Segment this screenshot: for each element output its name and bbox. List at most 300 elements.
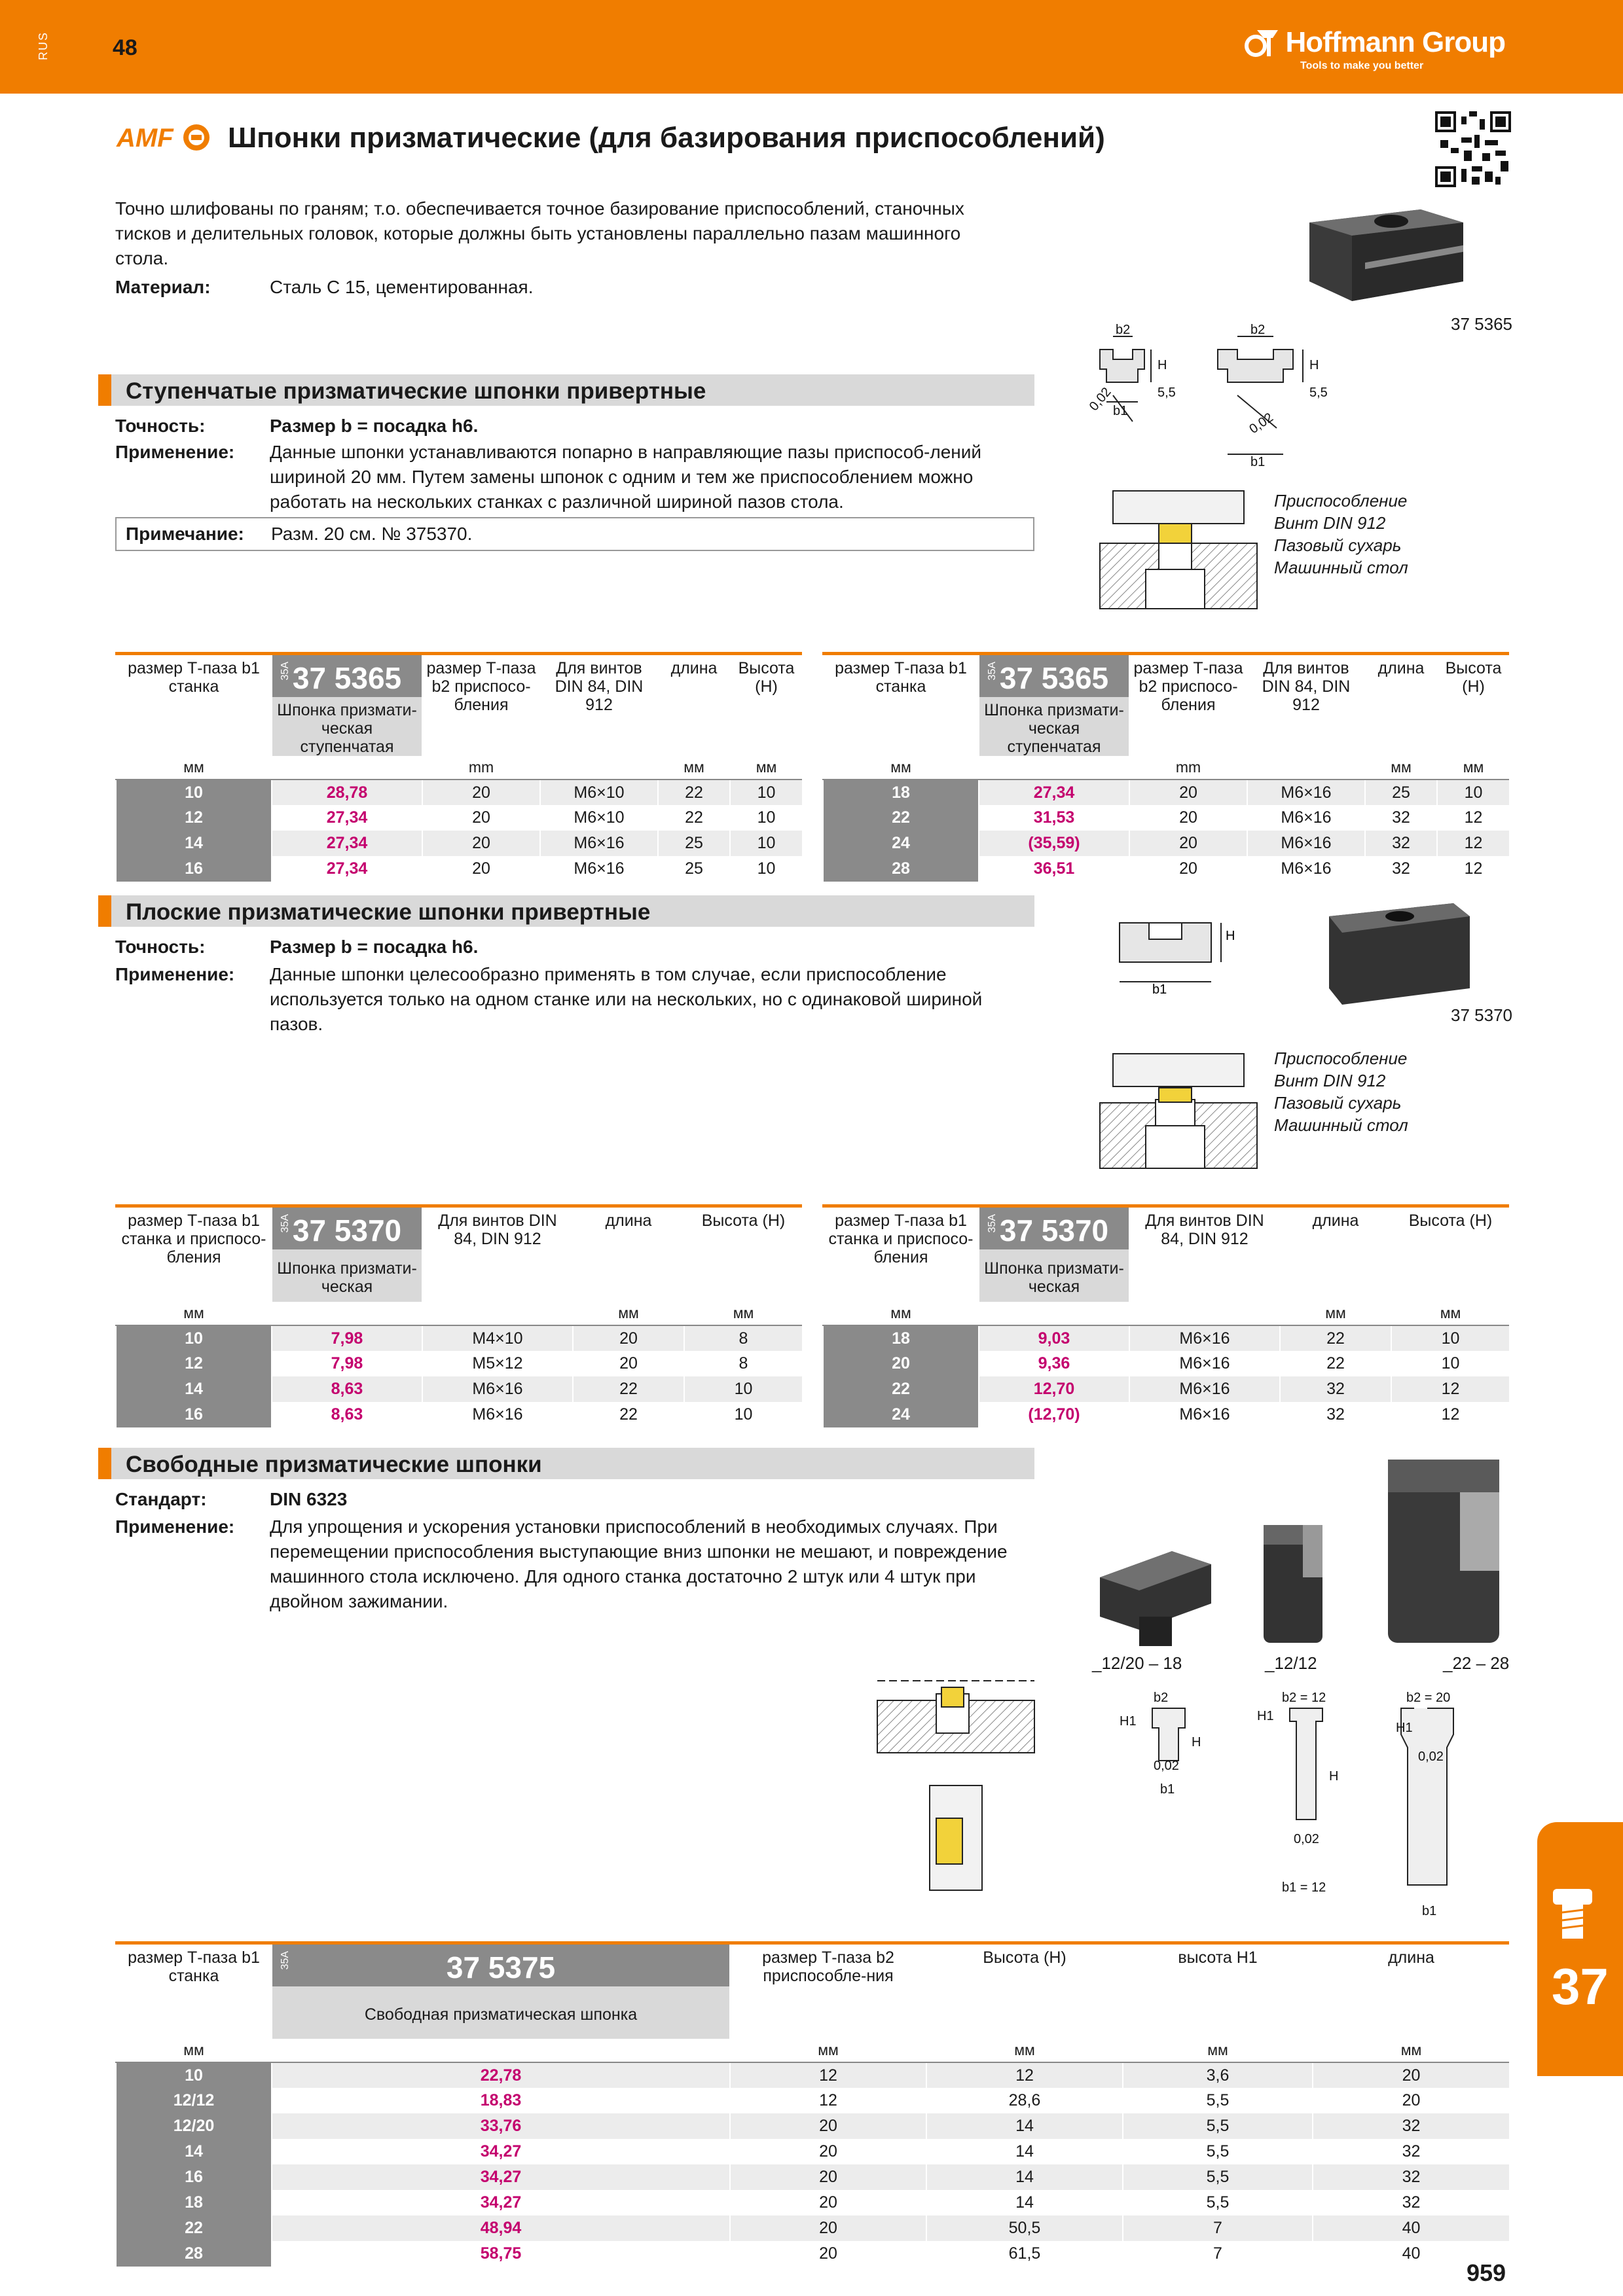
th-screw: Для винтов DIN 84, DIN 912 <box>422 1206 573 1302</box>
table-375365-right <box>822 652 1509 882</box>
value-cell: 5,5 <box>1123 2164 1313 2190</box>
section-title-flat: Плоские призматические шпонки привертные <box>126 899 651 925</box>
price-cell[interactable]: 9,03 <box>979 1325 1129 1351</box>
th-length: длина <box>1365 654 1437 757</box>
value-cell: 10 <box>730 831 802 856</box>
dim-h1-small: H1 <box>1120 1714 1137 1729</box>
assembly-drawing-1 <box>1093 484 1264 615</box>
table-row <box>116 2139 1509 2164</box>
table-row <box>116 2164 1509 2190</box>
dim-tol-right: 0,02 <box>1247 410 1276 437</box>
table-row <box>116 2113 1509 2139</box>
value-cell: 32 <box>1365 856 1437 882</box>
unit-mm: mm <box>1129 756 1247 780</box>
th-slot-b1: размер Т-паза b1 станка <box>823 654 979 757</box>
value-cell: M6×16 <box>540 856 658 882</box>
th-article: 35A 37 5365 <box>272 654 422 698</box>
legend-2-item-3: Машинный стол <box>1274 1115 1408 1135</box>
value-cell: 20 <box>730 2241 926 2267</box>
value-cell: 5,5 <box>1123 2088 1313 2113</box>
value-cell: M6×16 <box>1247 856 1365 882</box>
value-cell: 32 <box>1313 2113 1509 2139</box>
value-cell: 12 <box>1437 856 1509 882</box>
table-row <box>823 856 1509 882</box>
value-cell: M6×16 <box>1129 1402 1280 1427</box>
product-photo-375370 <box>1322 897 1473 1008</box>
material-row <box>115 275 1032 301</box>
slot-size-cell: 14 <box>116 1376 272 1402</box>
th-length: длина <box>658 654 730 757</box>
price-cell[interactable]: 8,63 <box>272 1376 422 1402</box>
value-cell: 32 <box>1313 2190 1509 2215</box>
drawing-free-key-dims <box>1100 1689 1467 1924</box>
slot-size-cell: 12 <box>116 805 272 831</box>
price-cell[interactable]: 33,76 <box>272 2113 730 2139</box>
dim-55-left: 5,5 <box>1158 386 1176 400</box>
slot-size-cell: 24 <box>823 831 979 856</box>
note-value: Разм. 20 см. № 375370. <box>271 524 473 544</box>
photo-label-375365: 37 5365 <box>1451 314 1512 334</box>
dim-h-small: H <box>1192 1735 1201 1749</box>
value-cell: 20 <box>573 1325 684 1351</box>
dim-h1-large: H1 <box>1396 1721 1413 1735</box>
value-cell: 22 <box>573 1402 684 1427</box>
table-row <box>116 780 802 805</box>
value-cell: M6×10 <box>540 805 658 831</box>
price-cell[interactable]: 34,27 <box>272 2139 730 2164</box>
table-row <box>823 805 1509 831</box>
value-cell: M5×12 <box>422 1351 573 1376</box>
value-cell: 12 <box>730 2062 926 2088</box>
language-tag: RUS <box>37 31 50 61</box>
price-cell[interactable]: (12,70) <box>979 1402 1129 1427</box>
value-cell: 20 <box>1129 805 1247 831</box>
th-description: Шпонка призмати-ческая <box>272 1249 422 1302</box>
slot-size-cell: 16 <box>116 1402 272 1427</box>
th-article: 35A 37 5365 <box>979 654 1129 698</box>
value-cell: 20 <box>422 780 540 805</box>
dim-tol-large: 0,02 <box>1418 1749 1444 1764</box>
dim-b1-right: b1 <box>1250 455 1266 467</box>
standard-value: DIN 6323 <box>270 1489 348 1509</box>
value-cell: 14 <box>926 2190 1123 2215</box>
th-slot-b1: размер Т-паза b1 станка и приспосо-бления <box>823 1206 979 1302</box>
unit-mm: мм <box>684 1302 802 1325</box>
value-cell: 32 <box>1280 1376 1391 1402</box>
dim-55-right: 5,5 <box>1309 386 1328 400</box>
value-cell: 25 <box>658 831 730 856</box>
slot-size-cell: 12/20 <box>116 2113 272 2139</box>
dim-h1-mid: H1 <box>1257 1709 1274 1723</box>
legend-1-item-2: Пазовый сухарь <box>1274 535 1402 555</box>
dim-b2-left: b2 <box>1116 323 1131 337</box>
value-cell: M6×16 <box>1247 780 1365 805</box>
accuracy-label-2: Точность: <box>115 937 206 957</box>
value-cell: 32 <box>1365 831 1437 856</box>
value-cell: 22 <box>573 1376 684 1402</box>
accuracy-row-1 <box>115 414 1032 440</box>
table-row <box>116 2190 1509 2215</box>
th-height-h1: высота H1 <box>1123 1943 1313 2039</box>
accuracy-value-1: Размер b = посадка h6. <box>270 416 479 436</box>
unit-mm: mm <box>422 756 540 780</box>
price-cell[interactable]: 7,98 <box>272 1325 422 1351</box>
table-row <box>116 1325 802 1351</box>
value-cell: 12 <box>1391 1402 1509 1427</box>
value-cell: 12 <box>1437 831 1509 856</box>
value-cell: 20 <box>422 805 540 831</box>
photo-free-key-small <box>1093 1538 1218 1649</box>
table-row <box>823 1376 1509 1402</box>
svg-text:AMF: AMF <box>117 124 173 152</box>
table-row <box>116 1402 802 1427</box>
value-cell: 14 <box>926 2113 1123 2139</box>
value-cell: 8 <box>684 1351 802 1376</box>
chapter-number: 37 <box>1552 1958 1609 2015</box>
unit-mm: мм <box>116 1302 272 1325</box>
value-cell: 32 <box>1313 2164 1509 2190</box>
application-label-1: Применение: <box>115 442 235 462</box>
application-label-3: Применение: <box>115 1516 235 1537</box>
photo-label-22-28: _22 – 28 <box>1443 1653 1510 1673</box>
section-title-stepped: Ступенчатые призматические шпонки привертные <box>126 378 706 404</box>
value-cell: 7 <box>1123 2241 1313 2267</box>
photo-free-key-large <box>1381 1453 1506 1649</box>
accuracy-value-2: Размер b = посадка h6. <box>270 937 479 957</box>
page-number-bottom: 959 <box>1467 2259 1506 2286</box>
table-row <box>116 1351 802 1376</box>
value-cell: 50,5 <box>926 2215 1123 2241</box>
application-value-2: Данные шпонки целесообразно применять в том случае, если приспособление используется только на одном станке или на нескольких, но с одинаковой шириной пазов. <box>270 964 983 1034</box>
price-cell[interactable]: 27,34 <box>272 831 422 856</box>
slot-size-cell: 18 <box>823 780 979 805</box>
price-cell[interactable]: 22,78 <box>272 2062 730 2088</box>
table-375365-left <box>115 652 802 882</box>
qr-code-icon[interactable] <box>1435 111 1511 187</box>
dim-b2-right: b2 <box>1250 323 1266 337</box>
th-height: Высота (H) <box>926 1943 1123 2039</box>
price-cell[interactable]: 34,27 <box>272 2190 730 2215</box>
assembly-drawing-2 <box>1093 1047 1264 1172</box>
dim-b2-small: b2 <box>1154 1691 1169 1705</box>
slot-size-cell: 22 <box>116 2215 272 2241</box>
th-article: 35A 37 5370 <box>272 1206 422 1250</box>
value-cell: 61,5 <box>926 2241 1123 2267</box>
legend-2-item-0: Приспособление <box>1274 1049 1408 1068</box>
dim-tol-left: 0,02 <box>1087 385 1114 414</box>
unit-mm: мм <box>730 756 802 780</box>
dim-h-mid: H <box>1329 1769 1339 1784</box>
th-article: 35A 37 5375 <box>272 1943 730 1987</box>
value-cell: 20 <box>573 1351 684 1376</box>
value-cell: 12 <box>1391 1376 1509 1402</box>
legend-1-item-0: Приспособление <box>1274 491 1408 511</box>
value-cell: M6×16 <box>1247 831 1365 856</box>
value-cell: 10 <box>684 1376 802 1402</box>
value-cell: 5,5 <box>1123 2190 1313 2215</box>
photo-label-12-20-18: _12/20 – 18 <box>1092 1653 1182 1673</box>
slot-size-cell: 22 <box>823 805 979 831</box>
price-cell[interactable]: 48,94 <box>272 2215 730 2241</box>
slot-size-cell: 12/12 <box>116 2088 272 2113</box>
value-cell: 20 <box>730 2215 926 2241</box>
unit-mm: мм <box>1437 756 1509 780</box>
price-cell[interactable]: 27,34 <box>272 805 422 831</box>
table-row <box>823 831 1509 856</box>
price-cell[interactable]: (35,59) <box>979 831 1129 856</box>
brand-tagline: Tools to make you better <box>1300 60 1424 71</box>
value-cell: 10 <box>1437 780 1509 805</box>
value-cell: 12 <box>1437 805 1509 831</box>
application-value-1: Данные шпонки устанавливаются попарно в направляющие пазы приспособ-лений шириной 20 мм. Путем замены шпонок с одним и тем же приспособлением можно работать на нескольких станках с различной шириной пазов стола. <box>270 442 982 512</box>
unit-mm: мм <box>116 2039 272 2062</box>
unit-mm: мм <box>1313 2039 1509 2062</box>
hoffmann-logo-icon <box>1244 24 1281 60</box>
value-cell: 12 <box>926 2062 1123 2088</box>
slot-size-cell: 10 <box>116 1325 272 1351</box>
table-row <box>116 2062 1509 2088</box>
price-cell[interactable]: 12,70 <box>979 1376 1129 1402</box>
value-cell: 22 <box>1280 1325 1391 1351</box>
table-375370-left <box>115 1204 802 1427</box>
th-length: длина <box>1280 1206 1391 1302</box>
value-cell: 20 <box>1129 780 1247 805</box>
th-description: Свободная призматическая шпонка <box>272 1986 730 2039</box>
th-slot-b2: размер Т-паза b2 приспосо-бления <box>422 654 540 757</box>
slot-size-cell: 20 <box>823 1351 979 1376</box>
value-cell: 3,6 <box>1123 2062 1313 2088</box>
unit-mm: мм <box>1123 2039 1313 2062</box>
value-cell: 25 <box>1365 780 1437 805</box>
th-slot-b1: размер Т-паза b1 станка <box>116 1943 272 2039</box>
slot-size-cell: 28 <box>823 856 979 882</box>
legend-1 <box>1274 490 1408 579</box>
table-row <box>823 1325 1509 1351</box>
dim-h-left: H <box>1158 358 1167 372</box>
application-label-2: Применение: <box>115 964 235 984</box>
th-height: Высота (H) <box>730 654 802 757</box>
material-value: Сталь С 15, цементированная. <box>270 277 534 297</box>
table-375370-right <box>822 1204 1509 1427</box>
slot-size-cell: 12 <box>116 1351 272 1376</box>
value-cell: 10 <box>730 780 802 805</box>
unit-mm: мм <box>116 756 272 780</box>
standard-label: Стандарт: <box>115 1489 207 1509</box>
value-cell: 8 <box>684 1325 802 1351</box>
page-number-top: 48 <box>113 35 137 60</box>
table-row <box>116 2241 1509 2267</box>
value-cell: 22 <box>1280 1351 1391 1376</box>
dim-b2-12: b2 = 12 <box>1282 1691 1326 1705</box>
legend-2-item-1: Винт DIN 912 <box>1274 1071 1386 1090</box>
slot-size-cell: 18 <box>823 1325 979 1351</box>
value-cell: 10 <box>1391 1351 1509 1376</box>
th-screw: Для винтов DIN 84, DIN 912 <box>1129 1206 1280 1302</box>
price-cell[interactable]: 34,27 <box>272 2164 730 2190</box>
unit-mm: мм <box>1365 756 1437 780</box>
photo-free-key-medium <box>1257 1512 1336 1649</box>
th-length: длина <box>1313 1943 1509 2039</box>
th-slot-b1: размер Т-паза b1 станка и приспосо-бления <box>116 1206 272 1302</box>
value-cell: M6×10 <box>540 780 658 805</box>
slot-size-cell: 14 <box>116 831 272 856</box>
intro-text: Точно шлифованы по граням; т.о. обеспечивается точное базирование приспособлений, станочных тисков и делительных головок, которые должны быть установлены параллельно пазам машинного стола. <box>115 198 964 268</box>
slot-size-cell: 24 <box>823 1402 979 1427</box>
value-cell: 14 <box>926 2164 1123 2190</box>
th-height: Высота (H) <box>684 1206 802 1302</box>
application-row-1 <box>115 440 1032 518</box>
th-article: 35A 37 5370 <box>979 1206 1129 1250</box>
price-cell[interactable]: 27,34 <box>979 780 1129 805</box>
value-cell: 20 <box>730 2139 926 2164</box>
dim-tol-small: 0,02 <box>1154 1759 1179 1773</box>
value-cell: M6×16 <box>422 1376 573 1402</box>
value-cell: 10 <box>1391 1325 1509 1351</box>
value-cell: 20 <box>422 831 540 856</box>
value-cell: M6×16 <box>1129 1325 1280 1351</box>
value-cell: M4×10 <box>422 1325 573 1351</box>
note-label: Примечание: <box>126 524 244 544</box>
page-title: Шпонки призматические (для базирования приспособлений) <box>228 122 1105 154</box>
photo-label-375370: 37 5370 <box>1451 1005 1512 1025</box>
dim-b1-flat: b1 <box>1152 982 1167 995</box>
section-bar-stepped <box>98 374 1034 406</box>
value-cell: 12 <box>730 2088 926 2113</box>
value-cell: 10 <box>684 1402 802 1427</box>
unit-mm: мм <box>658 756 730 780</box>
slot-size-cell: 14 <box>116 2139 272 2164</box>
price-cell[interactable]: 18,83 <box>272 2088 730 2113</box>
photo-label-12-12: _12/12 <box>1265 1653 1317 1673</box>
th-height: Высота (H) <box>1437 654 1509 757</box>
section-bar-free <box>98 1448 1034 1479</box>
accuracy-label-1: Точность: <box>115 416 206 436</box>
section-bar-flat <box>98 895 1034 927</box>
section-title-free: Свободные призматические шпонки <box>126 1452 542 1477</box>
value-cell: 32 <box>1313 2139 1509 2164</box>
th-height: Высота (H) <box>1391 1206 1509 1302</box>
application-value-3: Для упрощения и ускорения установки приспособлений в необходимых случаях. При перемещении приспособления выступающие вниз шпонки не мешают, и повреждение машинного стола исключено. Для одного станка достаточно 2 штук или 4 штук при двойном зажимании. <box>270 1516 1008 1611</box>
standard-row <box>115 1487 1032 1513</box>
value-cell: 25 <box>658 856 730 882</box>
drawing-stepped-keys <box>1087 323 1362 467</box>
table-row <box>116 831 802 856</box>
unit-mm: мм <box>1391 1302 1509 1325</box>
value-cell: 20 <box>730 2190 926 2215</box>
application-row-3 <box>115 1515 1032 1619</box>
value-cell: M6×16 <box>1129 1376 1280 1402</box>
price-cell[interactable]: 36,51 <box>979 856 1129 882</box>
value-cell: 20 <box>730 2164 926 2190</box>
table-375375 <box>115 1941 1509 2267</box>
legend-1-item-1: Винт DIN 912 <box>1274 513 1386 533</box>
legend-1-item-3: Машинный стол <box>1274 558 1408 577</box>
value-cell: M6×16 <box>422 1402 573 1427</box>
value-cell: M6×16 <box>1247 805 1365 831</box>
price-cell[interactable]: 8,63 <box>272 1402 422 1427</box>
table-row <box>116 2088 1509 2113</box>
th-slot-b2: размер Т-паза b2 приспосо-бления <box>1129 654 1247 757</box>
table-row <box>823 1351 1509 1376</box>
legend-2-item-2: Пазовый сухарь <box>1274 1093 1402 1113</box>
unit-mm: мм <box>926 2039 1123 2062</box>
price-cell[interactable]: 9,36 <box>979 1351 1129 1376</box>
product-photo-375365 <box>1303 196 1467 314</box>
unit-mm: мм <box>823 756 979 780</box>
slot-size-cell: 18 <box>116 2190 272 2215</box>
value-cell: 5,5 <box>1123 2113 1313 2139</box>
application-row-2 <box>115 962 1032 1041</box>
price-cell[interactable]: 31,53 <box>979 805 1129 831</box>
amf-logo-icon <box>115 122 212 153</box>
value-cell: 10 <box>730 856 802 882</box>
price-cell[interactable]: 7,98 <box>272 1351 422 1376</box>
dim-b1-large: b1 <box>1422 1904 1437 1918</box>
drawing-free-key-assembly <box>871 1668 1041 1903</box>
dim-b1-small: b1 <box>1160 1782 1175 1797</box>
th-screw: Для винтов DIN 84, DIN 912 <box>1247 654 1365 757</box>
dim-b2-20: b2 = 20 <box>1406 1691 1451 1705</box>
th-slot-b1: размер Т-паза b1 станка <box>116 654 272 757</box>
table-row <box>116 805 802 831</box>
value-cell: 10 <box>730 805 802 831</box>
value-cell: 20 <box>730 2113 926 2139</box>
price-cell[interactable]: 28,78 <box>272 780 422 805</box>
legend-2 <box>1274 1047 1408 1136</box>
table-row <box>823 780 1509 805</box>
value-cell: M6×16 <box>540 831 658 856</box>
value-cell: 20 <box>1129 831 1247 856</box>
th-length: длина <box>573 1206 684 1302</box>
slot-size-cell: 28 <box>116 2241 272 2267</box>
screw-icon <box>1546 1885 1599 1944</box>
table-row <box>823 1402 1509 1427</box>
slot-size-cell: 10 <box>116 2062 272 2088</box>
unit-mm: мм <box>573 1302 684 1325</box>
unit-mm: мм <box>1280 1302 1391 1325</box>
value-cell: 28,6 <box>926 2088 1123 2113</box>
value-cell: 7 <box>1123 2215 1313 2241</box>
dim-tol-mid: 0,02 <box>1294 1832 1319 1846</box>
table-row <box>116 1376 802 1402</box>
table-row <box>116 2215 1509 2241</box>
th-description: Шпонка призмати-ческая ступенчатая <box>979 697 1129 756</box>
value-cell: 40 <box>1313 2215 1509 2241</box>
value-cell: 20 <box>422 856 540 882</box>
slot-size-cell: 22 <box>823 1376 979 1402</box>
price-cell[interactable]: 27,34 <box>272 856 422 882</box>
drawing-flat-key <box>1106 910 1244 995</box>
value-cell: 22 <box>658 780 730 805</box>
slot-size-cell: 10 <box>116 780 272 805</box>
accuracy-row-2 <box>115 935 1032 961</box>
slot-size-cell: 16 <box>116 856 272 882</box>
value-cell: 20 <box>1129 856 1247 882</box>
value-cell: M6×16 <box>1129 1351 1280 1376</box>
value-cell: 20 <box>1313 2088 1509 2113</box>
th-screw: Для винтов DIN 84, DIN 912 <box>540 654 658 757</box>
value-cell: 40 <box>1313 2241 1509 2267</box>
dim-b1-left: b1 <box>1113 404 1128 418</box>
th-description: Шпонка призмати-ческая <box>979 1249 1129 1302</box>
brand-name: Hoffmann Group <box>1285 26 1505 58</box>
price-cell[interactable]: 58,75 <box>272 2241 730 2267</box>
value-cell: 22 <box>658 805 730 831</box>
unit-mm: мм <box>730 2039 926 2062</box>
note-box <box>115 517 1034 551</box>
chapter-tab[interactable] <box>1537 1822 1623 2076</box>
dim-h-flat: H <box>1226 929 1235 943</box>
